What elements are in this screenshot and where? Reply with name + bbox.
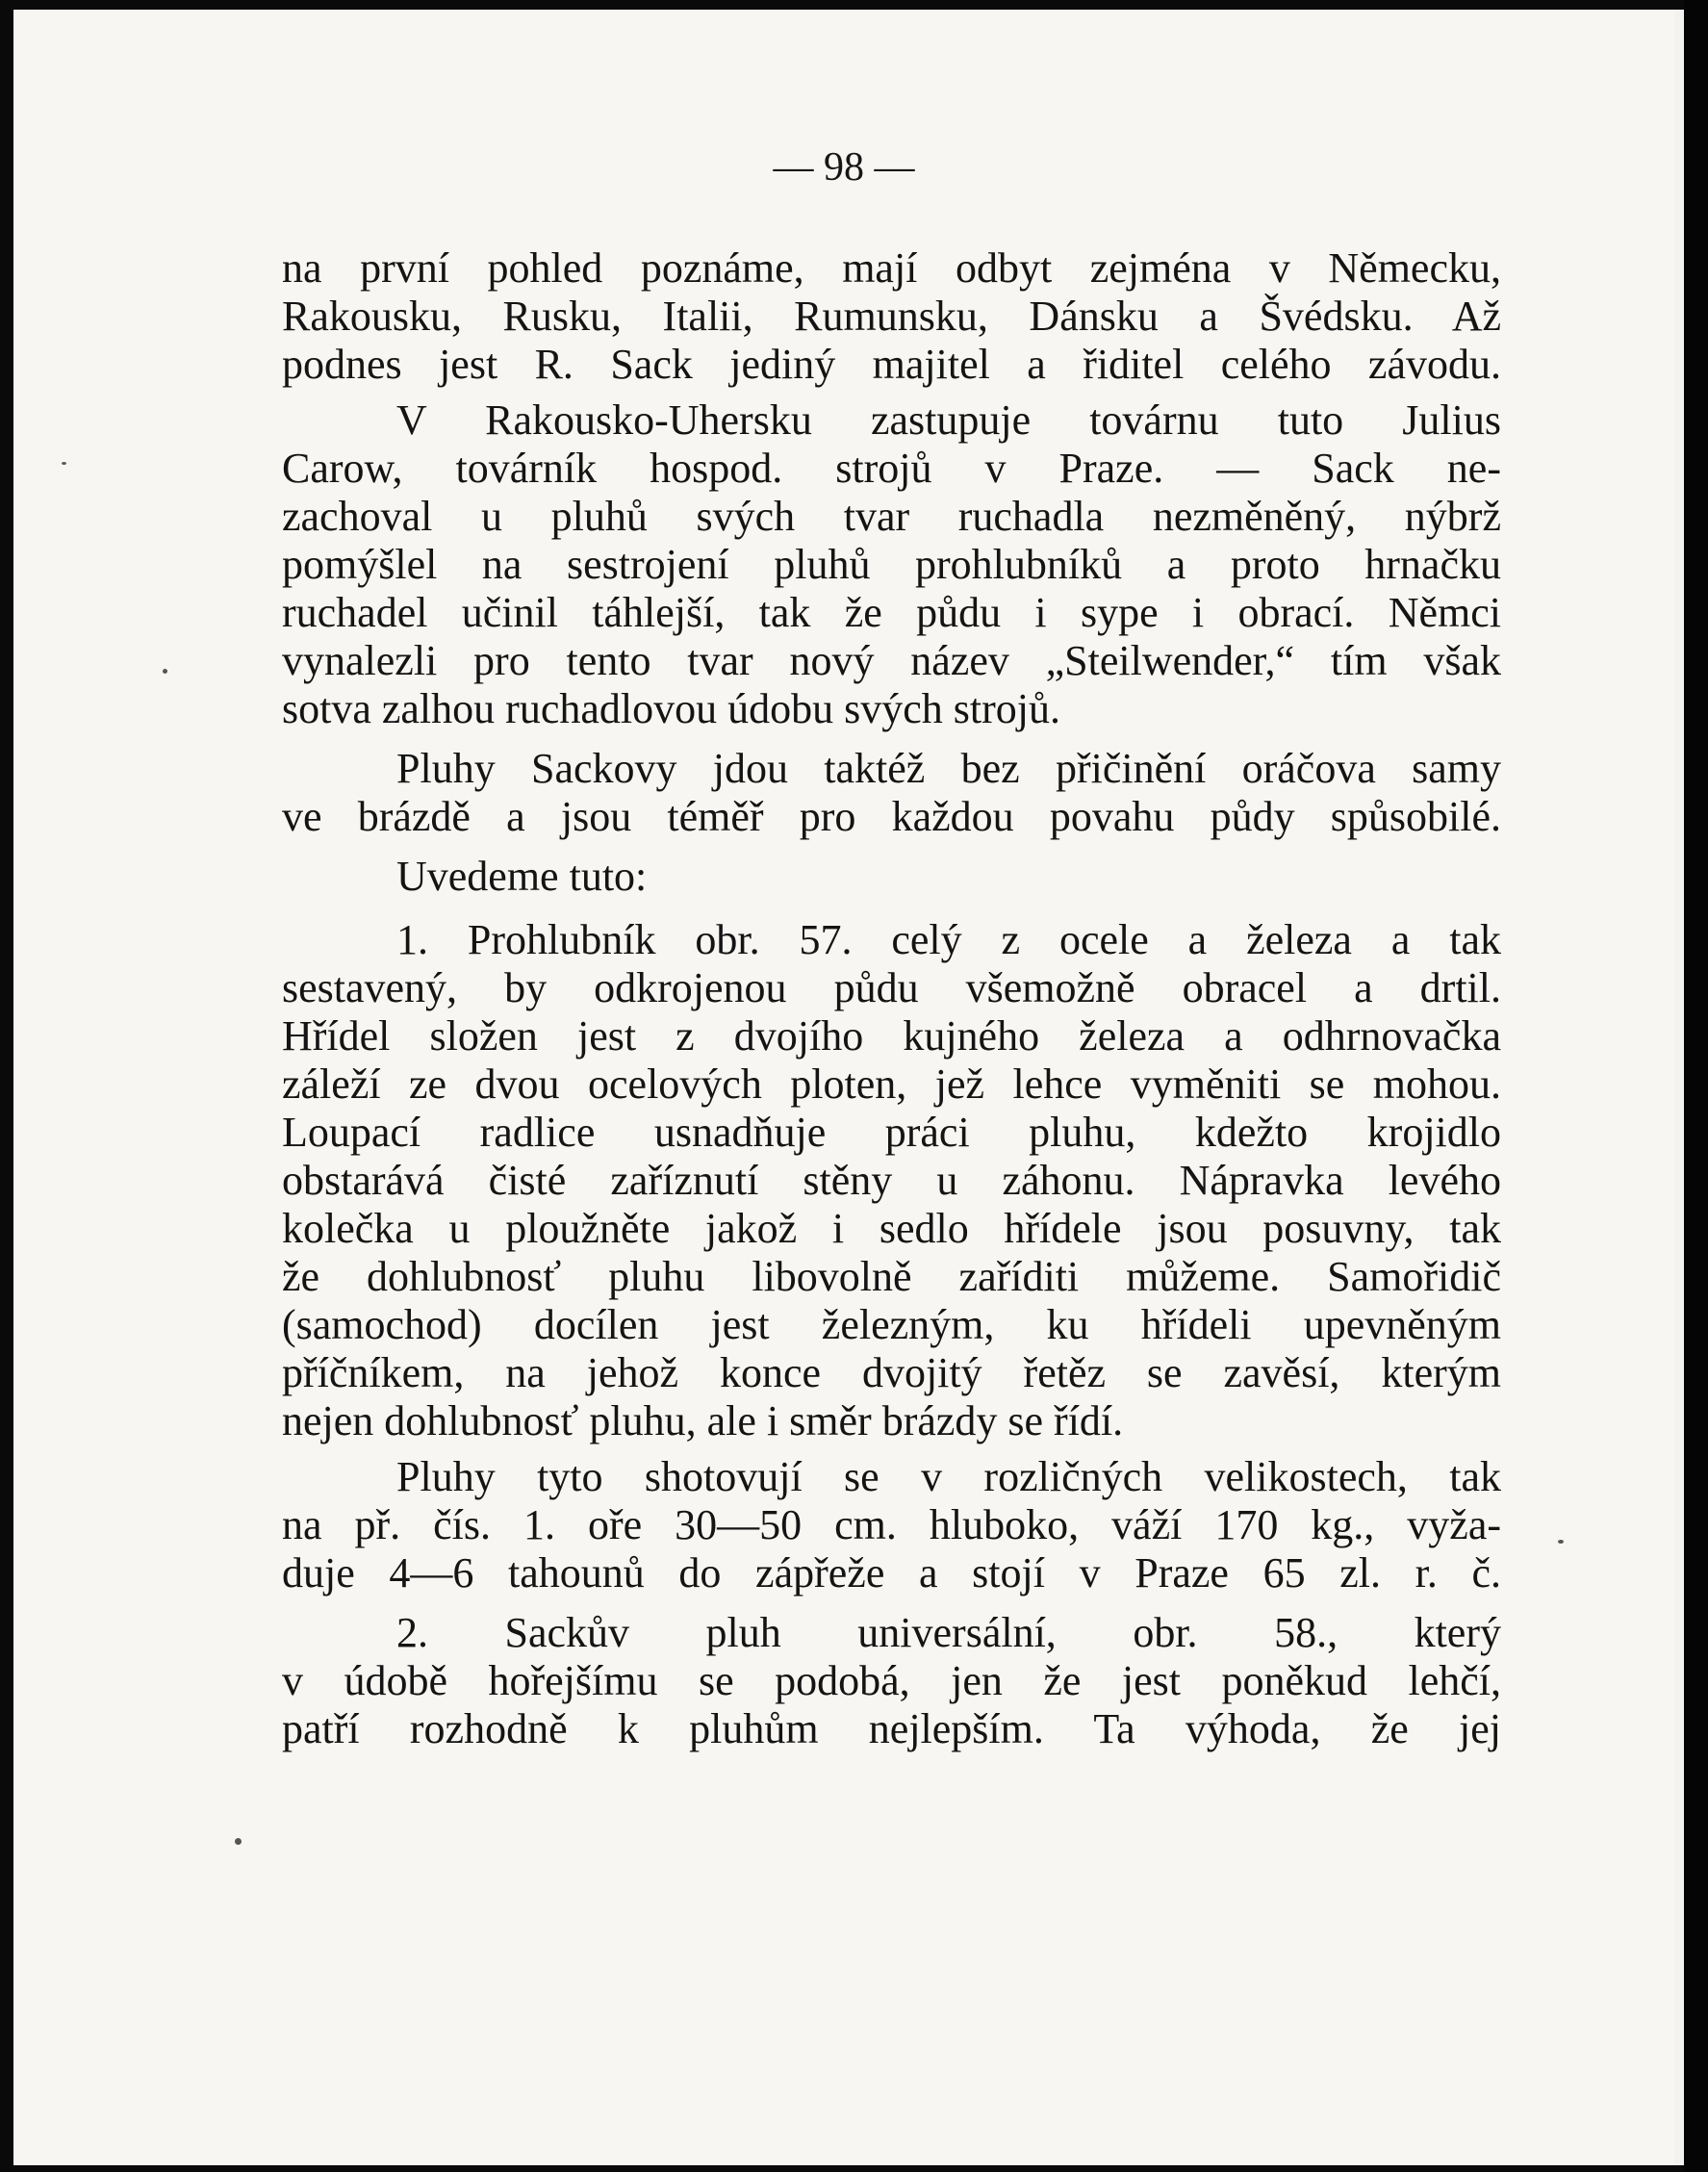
- text-line: 1. Prohlubník obr. 57. celý z ocele a železa a tak: [396, 916, 1501, 963]
- text-line: patří rozhodně k pluhům nejlepším. Ta výhoda, že jej: [282, 1705, 1501, 1752]
- body-text: [282, 244, 1501, 1753]
- text-line: příčníkem, na jehož konce dvojitý řetěz se zavěsí, kterým: [282, 1349, 1501, 1396]
- text-line: obstarává čisté zaříznutí stěny u záhonu. Nápravka levého: [282, 1157, 1501, 1204]
- text-line: Carow, továrník hospod. strojů v Praze. — Sack ne-: [282, 445, 1501, 492]
- text-line: Hřídel složen jest z dvojího kujného železa a odhrnovačka: [282, 1012, 1501, 1060]
- text-line: na první pohled poznáme, mají odbyt zejména v Německu,: [282, 244, 1501, 292]
- scan-speck: [235, 1838, 242, 1845]
- text-line: nejen dohlubnosť pluhu, ale i směr brázdy se řídí.: [282, 1397, 1124, 1444]
- text-line: sotva zalhou ruchadlovou údobu svých strojů.: [282, 685, 1060, 732]
- scan-border: [1684, 0, 1708, 2172]
- text-line: (samochod) docílen jest železným, ku hřídeli upevněným: [282, 1301, 1501, 1348]
- text-line: duje 4—6 tahounů do zápřeže a stojí v Praze 65 zl. r. č.: [282, 1549, 1501, 1597]
- text-line: vynalezli pro tento tvar nový název „Steilwender,“ tím však: [282, 637, 1501, 684]
- text-line: podnes jest R. Sack jediný majitel a řiditel celého závodu.: [282, 341, 1501, 388]
- text-line: že dohlubnosť pluhu libovolně zaříditi můžeme. Samořidič: [282, 1253, 1501, 1300]
- text-line: 2. Sackův pluh universální, obr. 58., který: [396, 1609, 1501, 1656]
- text-line: Pluhy tyto shotovují se v rozličných velikostech, tak: [396, 1453, 1501, 1500]
- text-line: kolečka u ploužněte jakož i sedlo hřídele jsou posuvny, tak: [282, 1205, 1501, 1252]
- text-line: sestavený, by odkrojenou půdu všemožně obracel a drtil.: [282, 964, 1501, 1011]
- text-line: zachoval u pluhů svých tvar ruchadla nezměněný, nýbrž: [282, 493, 1501, 540]
- scan-speck: [1558, 1540, 1564, 1544]
- text-line: Loupací radlice usnadňuje práci pluhu, kdežto krojidlo: [282, 1109, 1501, 1156]
- text-line: pomýšlel na sestrojení pluhů prohlubníků a proto hrnačku: [282, 541, 1501, 588]
- text-line: ruchadel učinil táhlejší, tak že půdu i sype i obrací. Němci: [282, 589, 1501, 636]
- scan-speck: [62, 462, 66, 465]
- text-line: v údobě hořejšímu se podobá, jen že jest poněkud lehčí,: [282, 1657, 1501, 1704]
- scanned-book-page: [13, 10, 1674, 2165]
- page-edge: [1674, 10, 1684, 2165]
- text-line: Pluhy Sackovy jdou taktéž bez přičinění oráčova samy: [396, 745, 1501, 792]
- text-line: na př. čís. 1. oře 30—50 cm. hluboko, váží 170 kg., vyža-: [282, 1501, 1501, 1548]
- text-line: Uvedeme tuto:: [396, 853, 648, 900]
- text-line: ve brázdě a jsou téměř pro každou povahu půdy spůsobilé.: [282, 793, 1501, 840]
- text-line: V Rakousko-Uhersku zastupuje továrnu tuto Julius: [396, 396, 1501, 444]
- text-line: Rakousku, Rusku, Italii, Rumunsku, Dánsku a Švédsku. Až: [282, 293, 1501, 340]
- scan-speck: [163, 669, 167, 674]
- page-number: — 98 —: [773, 145, 915, 190]
- text-line: záleží ze dvou ocelových ploten, jež lehce vyměniti se mohou.: [282, 1060, 1501, 1108]
